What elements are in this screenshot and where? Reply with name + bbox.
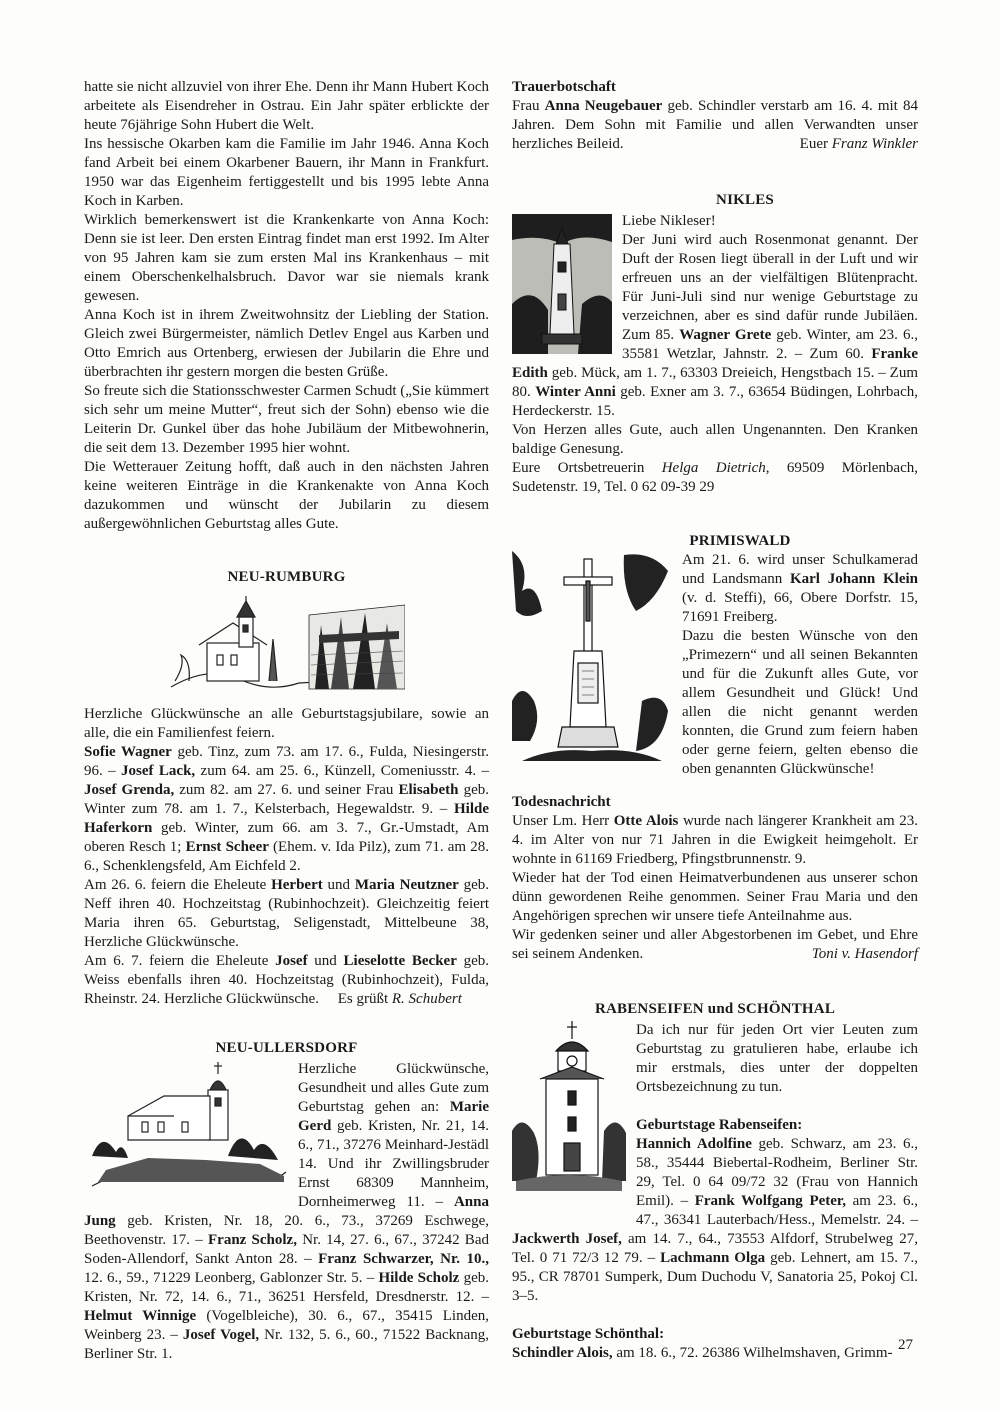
paragraph: Wirklich bemerkenswert ist die Krankenkarte von Anna Koch: Denn sie ist leer. Den ersten Eintrag findet man erst 1992. Im Alter von 95 Jahren kam sie zum ersten Mal ins Krankenhaus – mit einem Oberschenkelhalsbruch. Davor war sie niemals krank gewesen. (84, 212, 489, 304)
person-name: Lieselotte Becker (343, 953, 457, 969)
obituary-text: Unser Lm. Herr Otte Alois wurde nach längerer Krankheit am 23. 4. im Alter von nur 71 Jahren in die Ewigkeit heimgeholt. Er wohnte in 61169 Friedberg, Pfingstbrunnenstr. 9. (512, 813, 918, 867)
rabenseifen-chapel-icon (512, 1021, 626, 1211)
church-illustration (88, 1060, 288, 1192)
neu-rumburg-section (84, 568, 489, 1009)
person-name: Franz Schwarzer, (318, 1251, 434, 1267)
person-name: Josef (275, 953, 308, 969)
paragraph: hatte sie nicht allzuviel von ihrer Ehe. Denn ihr Mann Hubert Koch arbeitete als Eisendreher in Ostrau. Ein Jahr später erblickte der heute 76jährige Sohn Hubert die Welt. (84, 79, 489, 133)
person-name: Maria Neutzner (354, 877, 459, 893)
neu-rumburg-church-icon (169, 595, 405, 699)
paragraph: Ins hessische Okarben kam die Familie im Jahr 1946. Anna Koch fand Arbeit bei einem Okarbener Bauern, ihr Mann in Frankfurt. 1950 war das Eigenheim fertiggestellt und bis 1995 lebte Anna Koch in Karben. (84, 136, 489, 209)
primiswald-section (512, 532, 918, 779)
birthday-list: Schindler Alois, am 18. 6., 72. 26386 Wilhelmshaven, Grimm- (512, 1345, 893, 1361)
person-name: Otte Alois (613, 813, 679, 829)
person-name: Herbert (271, 877, 323, 893)
section-heading: Trauerbotschaft (512, 79, 616, 95)
signature-line: Euer Franz Winkler (799, 136, 918, 152)
primiswald-crucifix-icon (512, 551, 672, 765)
person-name: Helmut Winnige (84, 1308, 197, 1324)
anniversary-paragraph: Am 26. 6. feiern die Eheleute Herbert und Maria Neutzner geb. Neff ihren 40. Hochzeitstag (Rubinhochzeit). Gleichzeitig feiert Maria ihren 65. Geburtstag, Seligenstadt, Mittelbeune 38, Herzliche Glückwünsche. (84, 877, 489, 950)
person-name: Lachmann Olga (660, 1250, 766, 1266)
paragraph: Die Wetterauer Zeitung hofft, daß auch in den nächsten Jahren keine weiteren Einträge in die Krankenakte von Anna Koch dazukommen und wünscht der Jubilarin zu diesem außergewöhnlichen Geburtstag alles Gute. (84, 459, 489, 532)
tower-illustration (512, 214, 612, 354)
greeting-paragraph: Herzliche Glückwünsche an alle Geburtstagsjubilare, sowie an alle, die ein Familienfest feiern. (84, 706, 489, 741)
section-title: NEU-RUMBURG (227, 569, 346, 585)
wishes-paragraph: Dazu die besten Wünsche von den „Primezern“ und all seinen Bekannten und für die Zukunft alles Gute, vor allem Gesundheit und Glück! Und allen die nicht genannt werden konnten, die Grund zum feiern haben oder gerne feiern, gelten ebenso die oben genannten Glückwünsche! (682, 628, 918, 777)
person-name: Josef Grenda, (84, 782, 175, 798)
section-heading: Todesnachricht (512, 794, 611, 810)
todesnachricht-section (512, 793, 918, 964)
signature: R. Schubert (391, 991, 462, 1007)
signature: Helga Dietrich, (661, 460, 770, 476)
person-name: Hilde Scholz (378, 1270, 460, 1286)
trauerbotschaft-section (512, 78, 918, 154)
section-title: RABENSEIFEN und SCHÖNTHAL (594, 1001, 836, 1017)
person-name: Marie Gerd (298, 1099, 489, 1134)
person-name: Josef Lack, (121, 763, 196, 779)
anniversary-paragraph: Am 6. 7. feiern die Eheleute Josef und Lieselotte Becker geb. Weiss ebenfalls ihren 40. Hochzeitstag (Rubinhochzeit), Fulda, Rheinstr. 24. Herzliche Glückwünsche. Es grüßt R. Schubert (84, 953, 489, 1007)
birthday-list: Hannich Adolfine geb. Schwarz, am 23. 6., 58., 35444 Biebertal-Rodheim, Berliner Str. 29, Tel. 0 64 09/72 32 (Frau von Hannich Emil). – Frank Wolfgang Peter, am 23. 6., 47., 36341 Lauterbach/Hess., Memelstr. 24. – Jackwerth Josef, am 14. 7., 64., 73553 Alfdorf, Strubelweg 27, Tel. 0 71 72/3 12 79. – Lachmann Olga geb. Lehnert, am 15. 7., 95., CR 78701 Sumperk, Dum Duchodu V, Sanatoria 25, Pokoj Cl. 3–5. (512, 1136, 919, 1304)
person-name: Franke Edith (512, 346, 918, 381)
anna-koch-article (84, 78, 489, 534)
person-name: Wagner Grete (679, 327, 772, 343)
birthday-list: Sofie Wagner geb. Tinz, zum 73. am 17. 6., Fulda, Niesingerstr. 96. – Josef Lack, zum 64. am 25. 6., Künzell, Comeniusstr. 4. – Josef Grenda, zum 82. am 27. 6. und seiner Frau Elisabeth geb. Winter zum 78. am 1. 7., Kelsterbach, Hegewaldstr. 9. – Hilde Haferkorn geb. Winter, zum 66. am 3. 7., Gr.-Umstadt, Am oberen Resch 1; Ernst Scheer (Ehem. v. Ida Pilz), zum 71. am 28. 6., Schenklengsfeld, Am Eichfeld 2. (84, 744, 490, 874)
person-name: Elisabeth (398, 782, 459, 798)
signature-line: Eure Ortsbetreuerin Helga Dietrich, 69509 Mörlenbach, Sudetenstr. 19, Tel. 0 62 09-39 29 (512, 460, 918, 495)
neu-ullersdorf-section (84, 1039, 489, 1364)
paragraph: Anna Koch ist in ihrem Zweitwohnsitz der Liebling der Station. Gleich zwei Bürgermeister, nämlich Detlev Engel aus Karben und Otto Emrich aus Ortenberg, erwiesen der Jubilarin die Ehre und überbrachten ihr gestern morgen die besten Grüße. (84, 307, 489, 380)
birthday-list: Der Juni wird auch Rosenmonat genannt. Der Duft der Rosen liegt überall in der Luft und wir erfreuen uns an der vielfältigen Blütenpracht. Für Juni-Juli sind nur wenige Geburtstage zu verzeichnen, aber es sind dafür runde Jubiläen. Zum 85. Wagner Grete geb. Winter, am 23. 6., 35581 Wetzlar, Jahnstr. 2. – Zum 60. Franke Edith geb. Mück, am 1. 7., 63303 Dreieich, Hengstbach 15. – Zum 80. Winter Anni geb. Exner am 3. 7., 63654 Büdingen, Lohrbach, Herdeckerstr. 15. (512, 232, 918, 419)
person-name: Frank Wolfgang Peter, (694, 1193, 846, 1209)
person-name: Franz Scholz, (208, 1232, 297, 1248)
person-name: Anna Jung (84, 1194, 489, 1229)
person-name: Jackwerth Josef, (512, 1231, 622, 1247)
subsection-heading: Geburtstage Rabenseifen: (636, 1117, 803, 1133)
page-number: 27 (898, 1337, 913, 1353)
person-name: Karl Johann Klein (789, 571, 918, 587)
crucifix-illustration (512, 551, 672, 765)
person-name: Hannich Adolfine (636, 1136, 752, 1152)
birthday-text: Am 21. 6. wird unser Schulkamerad und Landsmann Karl Johann Klein (v. d. Steffi), 66, Obere Dorfstr. 15, 71691 Freiberg. (682, 552, 918, 625)
person-name: Winter Anni (535, 384, 616, 400)
memorial-paragraph: Wir gedenken seiner und aller Abgestorbenen im Gebet, und Ehre sei seinem Andenken. (512, 927, 918, 962)
section-title: NIKLES (716, 192, 774, 208)
person-name: Josef Vogel, (182, 1327, 260, 1343)
person-name: Hilde Haferkorn (84, 801, 489, 836)
person-name: Schindler Alois, (512, 1345, 613, 1361)
nikles-tower-icon (512, 214, 612, 354)
birthday-list: Herzliche Glückwünsche, Gesundheit und alles Gute zum Geburtstag gehen an: Marie Gerd geb. Kristen, Nr. 21, 14. 6., 71., 37276 Meinhard-Jestädl 14. Und ihr Zwillingsbruder Ernst 68309 Mannheim, Dornheimerweg 11. – Anna Jung geb. Kristen, Nr. 18, 20. 6., 73., 37269 Eschwege, Beethovenstr. 17. – Franz Scholz, Nr. 14, 27. 6., 67., 37242 Bad Soden-Allendorf, Sankt Anton 28. – Franz Schwarzer, Nr. 10., 12. 6., 59., 71229 Leonberg, Gablonzer Str. 5. – Hilde Scholz geb. Kristen, Nr. 72, 14. 6., 71., 36251 Hersfeld, Dresdnerstr. 12. – Helmut Winnige (Vogelbleiche), 30. 6., 67., 35415 Linden, Weinberg 23. – Josef Vogel, Nr. 132, 5. 6., 60., 71522 Backnang, Berliner Str. 1. (84, 1061, 490, 1362)
right-column (512, 78, 918, 1363)
subsection-heading: Geburtstage Schönthal: (512, 1326, 665, 1342)
chapel-illustration (512, 1021, 626, 1211)
signature: Toni v. Hasendorf (811, 946, 918, 962)
neu-ullersdorf-church-icon (88, 1060, 288, 1192)
section-title: NEU-ULLERSDORF (215, 1040, 358, 1056)
left-column (84, 78, 489, 1364)
greeting: Liebe Nikleser! (622, 213, 716, 229)
paragraph: So freute sich die Stationsschwester Carmen Schudt („Sie kümmert sich sehr um meine Mutter“, freut sich der Sohn) ebenso wie die Leiterin Dr. Gunkel über das hohe Jubiläum der Mitbewohnerin, die seit dem 13. Dezember 1995 hier wohnt. (84, 383, 489, 456)
nikles-section (512, 191, 918, 497)
rabenseifen-section (512, 1000, 918, 1363)
intro-paragraph: Da ich nur für jeden Ort vier Leuten zum Geburtstag zu gratulieren habe, erlaube ich mir erstmals, dies unter der doppelten Ortsbezeichnung zu tun. (636, 1022, 918, 1095)
person-name: Sofie Wagner (84, 744, 172, 760)
church-illustration (84, 595, 489, 699)
condolence-paragraph: Wieder hat der Tod einen Heimatverbundenen aus unserer schon dünn gewordenen Reihe genommen. Seiner Frau Maria und den Angehörigen sprechen wir unsere tiefe Anteilnahme aus. (512, 870, 918, 924)
signature: Franz Winkler (831, 136, 918, 152)
wishes-paragraph: Von Herzen alles Gute, auch allen Ungenannten. Den Kranken baldige Genesung. (512, 422, 918, 457)
obituary-text: Frau Anna Neugebauer geb. Schindler verstarb am 16. 4. mit 84 Jahren. Dem Sohn mit Familie und allen Verwandten unser herzliches Beileid. (512, 98, 918, 152)
person-name: Anna Neugebauer (544, 98, 663, 114)
section-title: PRIMISWALD (689, 533, 791, 549)
person-name: Ernst Scheer (185, 839, 269, 855)
